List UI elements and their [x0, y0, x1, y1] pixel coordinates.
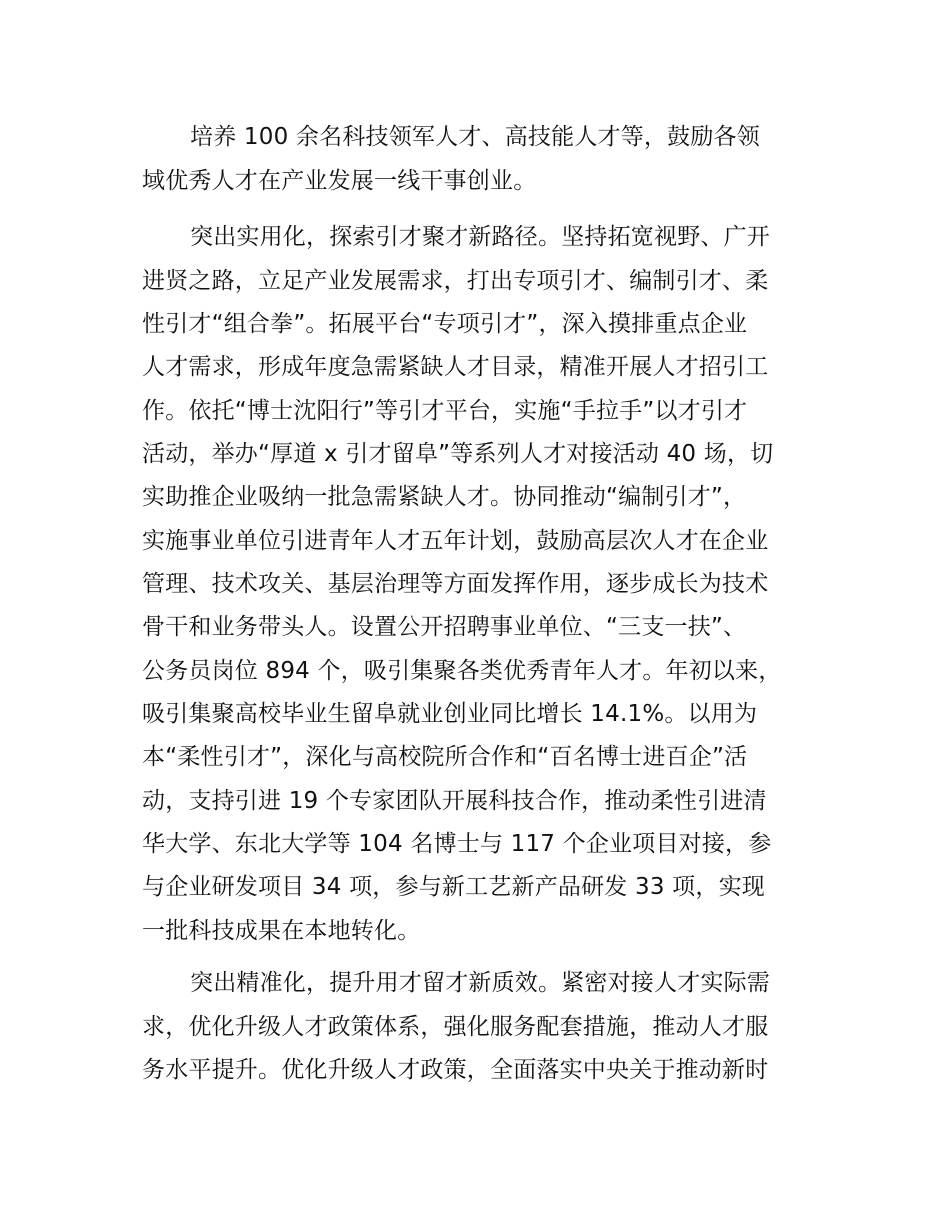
text-line: 本“柔性引才”，深化与高校院所合作和“百名博士进百企”活 — [142, 744, 748, 770]
text-line: 与企业研发项目 34 项，参与新工艺新产品研发 33 项，实现 — [142, 874, 765, 900]
text-line: 域优秀人才在产业发展一线干事创业。 — [142, 168, 537, 194]
text-line: 作。依托“博士沈阳行”等引才平台，实施“手拉手”以才引才 — [142, 398, 748, 424]
text-line: 进贤之路，立足产业发展需求，打出专项引才、编制引才、柔 — [142, 268, 769, 294]
text-line: 性引才“组合拳”。拓展平台“专项引才”，深入摸排重点企业 — [142, 311, 748, 337]
text-line: 骨干和业务带头人。设置公开招聘事业单位、“三支一扶”、 — [142, 614, 747, 640]
text-line: 务水平提升。优化升级人才政策，全面落实中央关于推动新时 — [142, 1057, 769, 1083]
text-line: 求，优化升级人才政策体系，强化服务配套措施，推动人才服 — [142, 1014, 769, 1040]
text-line: 实助推企业吸纳一批急需紧缺人才。协同推动“编制引才”， — [142, 484, 747, 510]
text-line: 实施事业单位引进青年人才五年计划，鼓励高层次人才在企业 — [142, 528, 769, 554]
text-line: 公务员岗位 894 个，吸引集聚各类优秀青年人才。年初以来， — [142, 658, 782, 684]
text-line: 培养 100 余名科技领军人才、高技能人才等，鼓励各领 — [190, 124, 760, 150]
text-line: 动，支持引进 19 个专家团队开展科技合作，推动柔性引进清 — [142, 788, 767, 814]
text-line: 华大学、东北大学等 104 名博士与 117 个企业项目对接，参 — [142, 831, 772, 857]
text-line: 活动，举办“厚道 x 引才留阜”等系列人才对接活动 40 场，切 — [142, 441, 774, 467]
text-line: 吸引集聚高校毕业生留阜就业创业同比增长 14.1%。以用为 — [142, 701, 758, 727]
text-line: 一批科技成果在本地转化。 — [142, 918, 421, 944]
text-line: 人才需求，形成年度急需紧缺人才目录，精准开展人才招引工 — [142, 354, 769, 380]
text-line: 突出精准化，提升用才留才新质效。紧密对接人才实际需 — [190, 970, 770, 996]
text-line: 管理、技术攻关、基层治理等方面发挥作用，逐步成长为技术 — [142, 571, 769, 597]
text-line: 突出实用化，探索引才聚才新路径。坚持拓宽视野、广开 — [190, 224, 770, 250]
